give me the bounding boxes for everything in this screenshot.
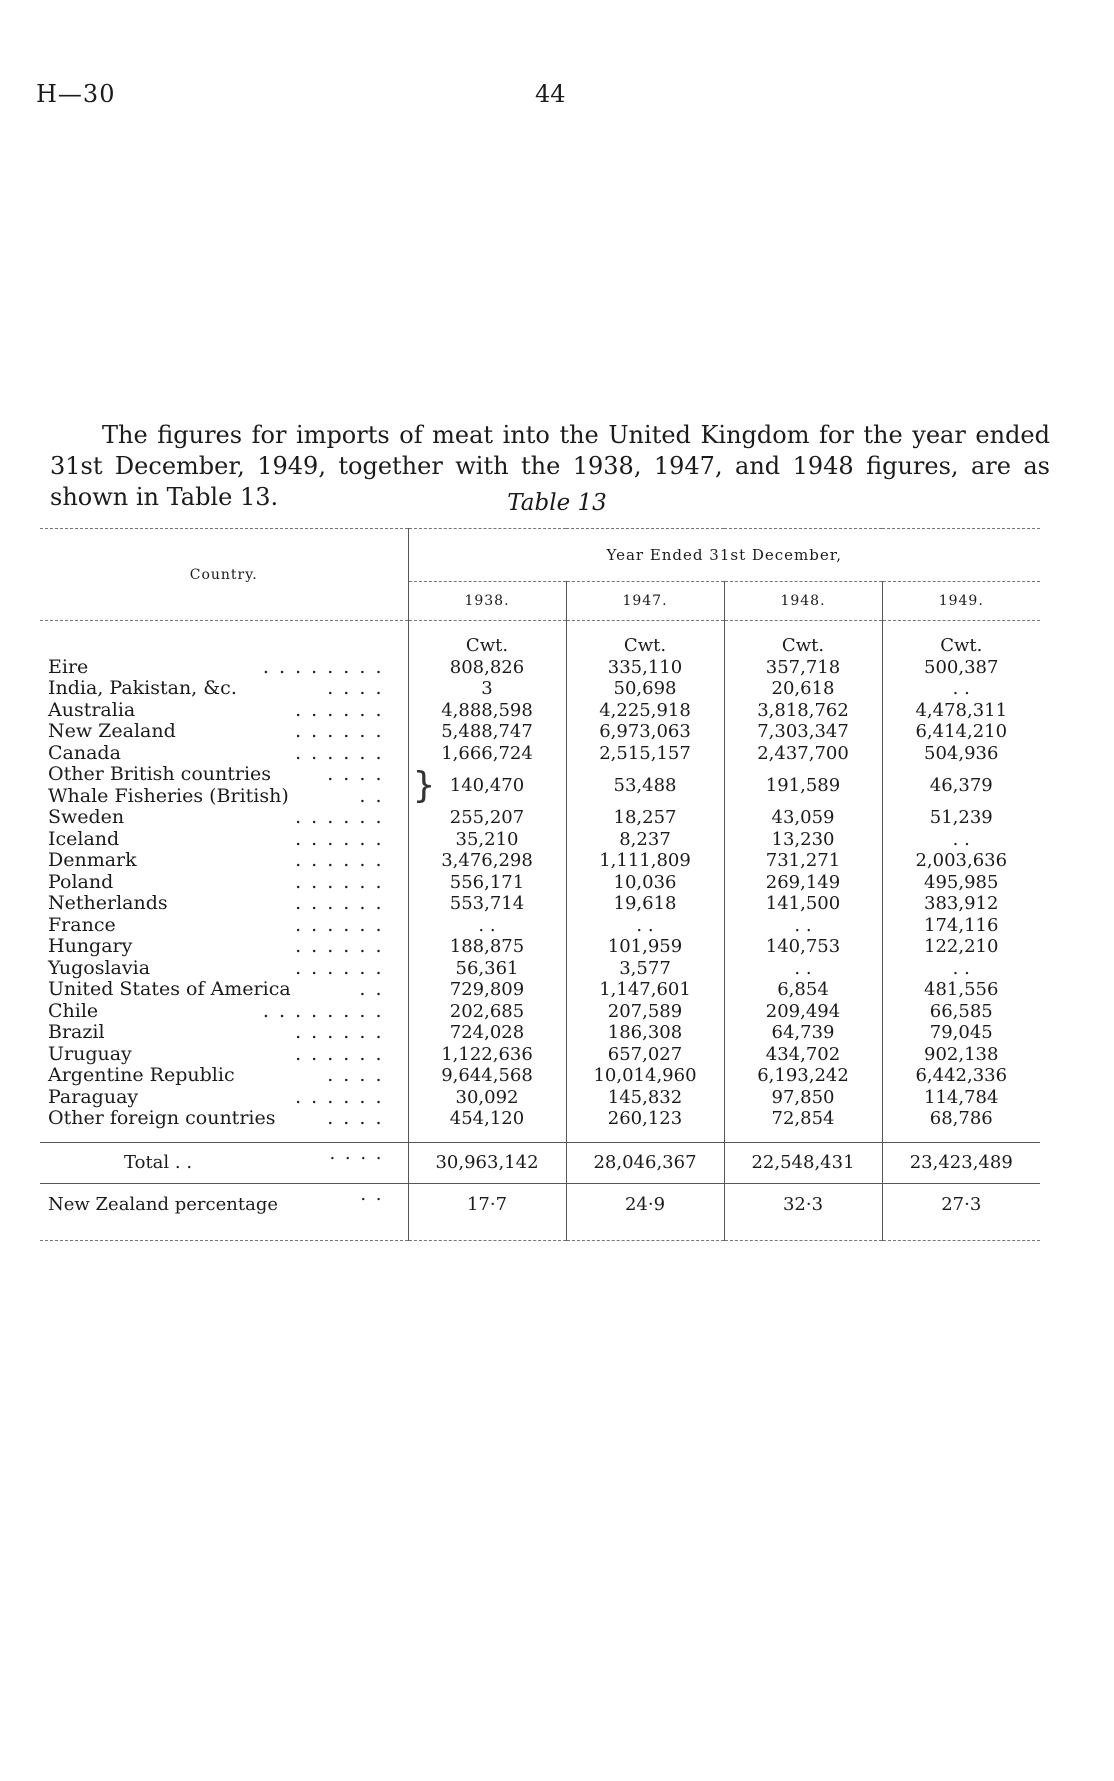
- value-1938: 188,875: [408, 936, 566, 958]
- value-1949: 500,387: [882, 657, 1040, 679]
- country-name: Paraguay: [48, 1085, 139, 1108]
- value-1938: 35,210: [408, 829, 566, 851]
- nz-percentage-1938: 17·7: [408, 1183, 566, 1226]
- year-group-header: Year Ended 31st December,: [408, 529, 1040, 582]
- value-1948: 269,149: [724, 872, 882, 894]
- year-header-1938: 1938.: [408, 582, 566, 621]
- nz-percentage-label: New Zealand percentage: [48, 1193, 278, 1215]
- country-name: Canada: [48, 741, 121, 764]
- total-1938: 30,963,142: [408, 1142, 566, 1183]
- value-1948: 72,854: [724, 1108, 882, 1130]
- country-name: Netherlands: [48, 892, 168, 914]
- value-1947: 145,832: [566, 1087, 724, 1109]
- year-header-1949: 1949.: [882, 582, 1040, 621]
- unit-label-1948: Cwt.: [724, 635, 882, 657]
- value-1949: 383,912: [882, 893, 1040, 915]
- value-1948: 140,753: [724, 936, 882, 958]
- leader-dots: . . . . . .: [295, 1042, 384, 1065]
- table-row: [40, 958, 1040, 980]
- value-1948: . .: [724, 958, 882, 980]
- unit-row: [40, 635, 1040, 657]
- value-1947: 3,577: [566, 958, 724, 980]
- total-1947: 28,046,367: [566, 1142, 724, 1183]
- table-row: [40, 721, 1040, 743]
- value-1949: 2,003,636: [882, 850, 1040, 872]
- leader-dots: . . . . . . . .: [262, 655, 384, 678]
- table-row: [40, 1044, 1040, 1066]
- value-1938: 255,207: [408, 807, 566, 829]
- value-1947: 186,308: [566, 1022, 724, 1044]
- total-label: Total . .: [124, 1151, 193, 1173]
- country-name: New Zealand: [48, 720, 176, 742]
- bottom-rule: [40, 1240, 1040, 1243]
- leader-dots: . . . . . .: [295, 741, 384, 764]
- table-row: [40, 1065, 1040, 1087]
- page-number: 44: [535, 80, 566, 108]
- table-row: [40, 700, 1040, 722]
- value-1948: 97,850: [724, 1087, 882, 1109]
- total-row: [40, 1142, 1040, 1183]
- leader-dots: . .: [359, 978, 384, 1000]
- value-1938: 556,171: [408, 872, 566, 894]
- value-1947: 18,257: [566, 807, 724, 829]
- country-name: Other foreign countries: [48, 1107, 276, 1129]
- leader-dots: . . . . . .: [295, 806, 384, 828]
- country-name: Brazil: [48, 1021, 105, 1043]
- country-name: Whale Fisheries (British): [48, 784, 289, 807]
- country-name: Argentine Republic: [48, 1064, 235, 1086]
- value-1947: 8,237: [566, 829, 724, 851]
- value-1938: 724,028: [408, 1022, 566, 1044]
- value-1947: 101,959: [566, 936, 724, 958]
- leader-dots: . . . . . .: [295, 956, 384, 979]
- value-1938: 30,092: [408, 1087, 566, 1109]
- value-1947: 260,123: [566, 1108, 724, 1130]
- value-1938: 729,809: [408, 979, 566, 1001]
- value-1938-combined: [408, 764, 566, 807]
- value-1938: 4,888,598: [408, 700, 566, 722]
- brace-icon: }: [412, 765, 436, 806]
- value-1949: 51,239: [882, 807, 1040, 829]
- country-name: France: [48, 913, 116, 936]
- value-1949: 114,784: [882, 1087, 1040, 1109]
- value-1947: 2,515,157: [566, 743, 724, 765]
- table-row: [40, 1108, 1040, 1130]
- value-1949: 495,985: [882, 872, 1040, 894]
- value-1938: 553,714: [408, 893, 566, 915]
- table-row: [40, 872, 1040, 894]
- country-name: Uruguay: [48, 1042, 132, 1065]
- value-1948: 191,589: [724, 764, 882, 807]
- table-row: [40, 915, 1040, 937]
- value-1947: 53,488: [566, 764, 724, 807]
- country-name: Australia: [48, 698, 136, 721]
- value-1948: . .: [724, 915, 882, 937]
- leader-dots: . . . . . .: [295, 1021, 384, 1043]
- nz-percentage-row: [40, 1183, 1040, 1226]
- nz-percentage-1949: 27·3: [882, 1183, 1040, 1226]
- table-row: [40, 743, 1040, 765]
- leader-dots: . . . . . . . .: [262, 999, 384, 1022]
- value-1948: 2,437,700: [724, 743, 882, 765]
- table-row: [40, 764, 1040, 786]
- country-name: Poland: [48, 870, 114, 893]
- value-1948: 64,739: [724, 1022, 882, 1044]
- value-1938: 454,120: [408, 1108, 566, 1130]
- value-1938: 140,470: [449, 774, 525, 796]
- table-row: [40, 850, 1040, 872]
- year-header-1948: 1948.: [724, 582, 882, 621]
- unit-label-1949: Cwt.: [882, 635, 1040, 657]
- value-1948: 209,494: [724, 1001, 882, 1023]
- table-row: [40, 1022, 1040, 1044]
- value-1949: 174,116: [882, 915, 1040, 937]
- value-1938: 808,826: [408, 657, 566, 679]
- total-1949: 23,423,489: [882, 1142, 1040, 1183]
- value-1938: 202,685: [408, 1001, 566, 1023]
- value-1938: 3: [408, 678, 566, 700]
- country-name: Hungary: [48, 935, 133, 957]
- table-row: [40, 936, 1040, 958]
- value-1938: 1,666,724: [408, 743, 566, 765]
- value-1938: . .: [408, 915, 566, 937]
- meat-imports-table-container: [40, 528, 1040, 1243]
- table-row: [40, 1087, 1040, 1109]
- leader-dots: . . . . . .: [295, 935, 384, 957]
- value-1949: 68,786: [882, 1108, 1040, 1130]
- leader-dots: . . . . . .: [295, 913, 384, 936]
- value-1949: 6,414,210: [882, 721, 1040, 743]
- country-name: Iceland: [48, 827, 120, 850]
- leader-dots: . .: [360, 1183, 384, 1205]
- country-name: Sweden: [48, 806, 125, 828]
- leader-dots: . . . . . .: [295, 892, 384, 914]
- value-1949: 66,585: [882, 1001, 1040, 1023]
- country-name: United States of America: [48, 978, 291, 1000]
- value-1947: 10,014,960: [566, 1065, 724, 1087]
- leader-dots: . . . .: [327, 1064, 384, 1086]
- leader-dots: . . . .: [327, 763, 384, 785]
- table-row: [40, 807, 1040, 829]
- value-1947: 657,027: [566, 1044, 724, 1066]
- nz-percentage-1948: 32·3: [724, 1183, 882, 1226]
- leader-dots: . . . .: [327, 1107, 384, 1129]
- value-1949: . .: [882, 678, 1040, 700]
- unit-label-1938: Cwt.: [408, 635, 566, 657]
- intro-paragraph: The figures for imports of meat into the United Kingdom for the year ended 31st December, 1949, together with the 1938, 1947, and 1948 figures, are as shown in Table 13.: [50, 421, 1050, 511]
- leader-dots: . . . . . .: [295, 698, 384, 721]
- value-1948: 141,500: [724, 893, 882, 915]
- value-1938: 56,361: [408, 958, 566, 980]
- value-1947: 335,110: [566, 657, 724, 679]
- leader-dots: . . . .: [327, 677, 384, 699]
- value-1949: 46,379: [882, 764, 1040, 807]
- value-1949: 122,210: [882, 936, 1040, 958]
- leader-dots: . . . . . .: [295, 1085, 384, 1108]
- country-name: Yugoslavia: [48, 956, 151, 979]
- value-1948: 6,193,242: [724, 1065, 882, 1087]
- page-reference: H—30: [36, 80, 116, 108]
- leader-dots: . . . .: [329, 1142, 384, 1164]
- table-title: Table 13: [507, 490, 607, 516]
- value-1948: 731,271: [724, 850, 882, 872]
- value-1949: 481,556: [882, 979, 1040, 1001]
- total-1948: 22,548,431: [724, 1142, 882, 1183]
- country-name: India, Pakistan, &c.: [48, 677, 237, 699]
- leader-dots: . . . . . .: [295, 827, 384, 850]
- value-1948: 357,718: [724, 657, 882, 679]
- value-1947: 19,618: [566, 893, 724, 915]
- table-row: [40, 893, 1040, 915]
- country-name: Eire: [48, 655, 89, 678]
- table-row: [40, 657, 1040, 679]
- meat-imports-table: [40, 528, 1040, 1243]
- leader-dots: . . . . . .: [295, 870, 384, 893]
- value-1949: 79,045: [882, 1022, 1040, 1044]
- country-name: Other British countries: [48, 763, 272, 785]
- table-row: [40, 1001, 1040, 1023]
- table-row: [40, 979, 1040, 1001]
- year-header-1947: 1947.: [566, 582, 724, 621]
- value-1949: . .: [882, 829, 1040, 851]
- leader-dots: . .: [359, 784, 384, 807]
- leader-dots: . . . . . .: [295, 720, 384, 742]
- value-1947: 1,111,809: [566, 850, 724, 872]
- value-1948: 13,230: [724, 829, 882, 851]
- value-1949: 4,478,311: [882, 700, 1040, 722]
- value-1938: 3,476,298: [408, 850, 566, 872]
- table-row: [40, 829, 1040, 851]
- country-name: Chile: [48, 999, 99, 1022]
- value-1949: 6,442,336: [882, 1065, 1040, 1087]
- value-1947: 4,225,918: [566, 700, 724, 722]
- value-1947: 50,698: [566, 678, 724, 700]
- value-1948: 3,818,762: [724, 700, 882, 722]
- country-column-header: Country.: [40, 529, 408, 621]
- value-1948: 434,702: [724, 1044, 882, 1066]
- value-1947: 10,036: [566, 872, 724, 894]
- value-1949: 504,936: [882, 743, 1040, 765]
- unit-label-1947: Cwt.: [566, 635, 724, 657]
- nz-percentage-1947: 24·9: [566, 1183, 724, 1226]
- value-1947: 207,589: [566, 1001, 724, 1023]
- value-1948: 20,618: [724, 678, 882, 700]
- value-1938: 1,122,636: [408, 1044, 566, 1066]
- value-1949: 902,138: [882, 1044, 1040, 1066]
- value-1949: . .: [882, 958, 1040, 980]
- value-1948: 7,303,347: [724, 721, 882, 743]
- value-1948: 6,854: [724, 979, 882, 1001]
- value-1948: 43,059: [724, 807, 882, 829]
- value-1938: 5,488,747: [408, 721, 566, 743]
- value-1947: 6,973,063: [566, 721, 724, 743]
- country-name: Denmark: [48, 849, 137, 871]
- value-1947: 1,147,601: [566, 979, 724, 1001]
- leader-dots: . . . . . .: [295, 849, 384, 871]
- value-1947: . .: [566, 915, 724, 937]
- value-1938: 9,644,568: [408, 1065, 566, 1087]
- table-row: [40, 678, 1040, 700]
